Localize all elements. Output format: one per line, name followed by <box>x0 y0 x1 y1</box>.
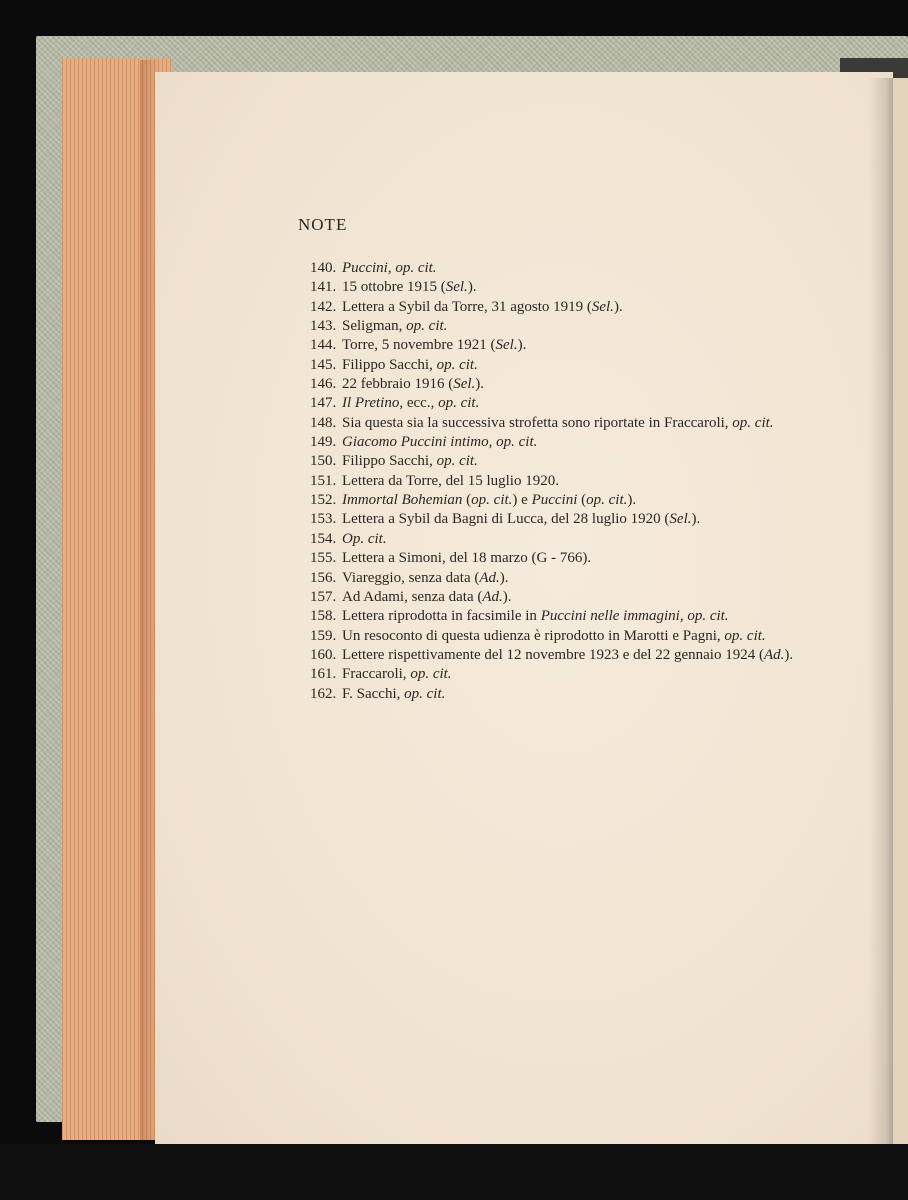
note-text-roman: ). <box>499 569 509 586</box>
note-text-roman: ). <box>502 588 512 605</box>
note-text-roman: ). <box>613 298 623 315</box>
note-number: 155. <box>310 550 337 567</box>
note-text-roman: Lettera a Simoni, del 18 marzo (G - 766). <box>342 550 592 567</box>
note-text-roman: Lettere rispettivamente del 12 novembre 1923 e del 22 gennaio 1924 ( <box>342 646 764 663</box>
note-item <box>310 569 895 588</box>
note-text <box>342 646 793 665</box>
note-text <box>342 433 537 452</box>
note-item <box>310 356 895 375</box>
note-text-italic: Sel. <box>495 337 518 354</box>
note-text-roman: ( <box>462 492 472 509</box>
note-text <box>342 375 484 394</box>
note-text-italic: Sel. <box>591 298 614 315</box>
note-text-italic: op. cit. <box>724 627 766 644</box>
note-text-roman: F. Sacchi, <box>342 685 405 702</box>
note-text <box>342 394 479 413</box>
note-text-italic: Il Pretino <box>342 395 400 412</box>
note-text-roman: Viareggio, senza data ( <box>342 569 480 586</box>
note-text <box>342 278 477 297</box>
note-item <box>310 607 895 626</box>
note-item <box>310 549 895 568</box>
note-text-roman: Lettera a Sybil da Torre, 31 agosto 1919 ( <box>342 298 592 315</box>
note-number: 159. <box>310 627 337 644</box>
note-text <box>342 491 636 510</box>
note-number: 147. <box>310 395 337 412</box>
note-item <box>310 627 895 646</box>
note-text-roman: ). <box>467 279 477 296</box>
note-text-roman: ) e <box>512 492 532 509</box>
note-number: 150. <box>310 453 337 470</box>
note-text-roman: ). <box>627 492 637 509</box>
note-item <box>310 510 895 529</box>
note-item <box>310 646 895 665</box>
note-item <box>310 259 895 278</box>
note-text <box>342 298 623 317</box>
note-text <box>342 530 387 549</box>
page-heading: NOTE <box>298 215 348 234</box>
note-text-roman: , ecc., <box>399 395 439 412</box>
note-text <box>342 472 559 491</box>
note-text-roman: ). <box>691 511 701 528</box>
note-text <box>342 549 591 568</box>
note-text-roman: Filippo Sacchi, <box>342 453 437 470</box>
note-text-italic: op. cit. <box>436 453 478 470</box>
note-number: 162. <box>310 685 337 702</box>
note-text-roman: Seligman, <box>342 318 407 335</box>
note-number: 153. <box>310 511 337 528</box>
note-text <box>342 452 478 471</box>
note-text-italic: Ad. <box>482 588 503 605</box>
note-text-italic: op. cit. <box>586 492 628 509</box>
note-number: 140. <box>310 260 337 276</box>
note-number: 145. <box>310 356 337 373</box>
note-text-roman: Torre, 5 novembre 1921 ( <box>342 337 496 354</box>
note-number: 142. <box>310 298 337 315</box>
note-text-italic: op. cit. <box>732 414 774 431</box>
note-text-italic: Puccini nelle immagini, op. cit. <box>540 608 729 625</box>
note-text-italic: Sel. <box>453 376 476 393</box>
note-number: 151. <box>310 472 337 489</box>
note-number: 148. <box>310 414 337 431</box>
note-text-italic: Sel. <box>445 279 468 296</box>
note-text-roman: Fraccaroli, <box>342 666 411 683</box>
note-item <box>310 394 895 413</box>
note-number: 143. <box>310 318 337 335</box>
note-item <box>310 491 895 510</box>
note-item <box>310 665 895 684</box>
note-text <box>342 569 509 588</box>
note-text-roman: Ad Adami, senza data ( <box>342 588 483 605</box>
note-item <box>310 336 895 355</box>
note-number: 154. <box>310 530 337 547</box>
note-text-italic: Immortal Bohemian <box>342 492 463 509</box>
note-text <box>342 665 452 684</box>
note-text-italic: Puccini <box>531 492 578 509</box>
note-text <box>342 588 512 607</box>
note-text-roman: Un resoconto di questa udienza è riprodotto in Marotti e Pagni, <box>342 627 725 644</box>
note-text-roman: Lettera a Sybil da Bagni di Lucca, del 28 luglio 1920 ( <box>342 511 670 528</box>
note-text-italic: Op. cit. <box>342 530 387 547</box>
note-text-roman: 22 febbraio 1916 ( <box>342 376 454 393</box>
note-text-italic: op. cit. <box>406 318 448 335</box>
note-item <box>310 317 895 336</box>
note-text-italic: Puccini, op. cit. <box>342 260 437 276</box>
note-text <box>342 336 526 355</box>
note-text-roman: Lettera da Torre, del 15 luglio 1920. <box>342 472 559 489</box>
note-text-italic: op. cit. <box>438 395 480 412</box>
note-number: 146. <box>310 376 337 393</box>
note-text <box>342 627 766 646</box>
note-number: 156. <box>310 569 337 586</box>
note-item <box>310 414 895 433</box>
note-number: 161. <box>310 666 337 683</box>
note-number: 141. <box>310 279 337 296</box>
note-text <box>342 607 729 626</box>
note-text-roman: ( <box>577 492 587 509</box>
note-text-italic: Sel. <box>669 511 692 528</box>
note-number: 158. <box>310 608 337 625</box>
notes-list <box>310 259 895 704</box>
note-number: 144. <box>310 337 337 354</box>
note-item <box>310 298 895 317</box>
note-number: 152. <box>310 492 337 509</box>
note-item <box>310 588 895 607</box>
note-text-roman: ). <box>517 337 527 354</box>
note-item <box>310 452 895 471</box>
note-item <box>310 433 895 452</box>
note-item <box>310 530 895 549</box>
note-number: 157. <box>310 588 337 605</box>
note-item <box>310 278 895 297</box>
note-text-italic: op. cit. <box>404 685 446 702</box>
note-text-roman: Filippo Sacchi, <box>342 356 437 373</box>
note-text-roman: ). <box>475 376 485 393</box>
note-text-roman: ). <box>784 646 794 663</box>
note-text-italic: op. cit. <box>410 666 452 683</box>
note-number: 160. <box>310 646 337 663</box>
note-item <box>310 375 895 394</box>
note-text <box>342 259 437 278</box>
note-text <box>342 356 478 375</box>
note-text <box>342 317 447 336</box>
note-item <box>310 472 895 491</box>
note-text-italic: Giacomo Puccini intimo, op. cit. <box>342 434 538 451</box>
note-text-roman: 15 ottobre 1915 ( <box>342 279 446 296</box>
note-text <box>342 685 445 704</box>
note-number: 149. <box>310 434 337 451</box>
note-item <box>310 685 895 704</box>
note-text-italic: op. cit. <box>471 492 513 509</box>
note-text-italic: Ad. <box>479 569 500 586</box>
note-text-italic: op. cit. <box>436 356 478 373</box>
note-text <box>342 510 700 529</box>
note-text-italic: Ad. <box>763 646 785 663</box>
note-text-roman: Lettera riprodotta in facsimile in <box>342 608 541 625</box>
note-text <box>342 414 774 433</box>
note-text-roman: Sia questa sia la successiva strofetta sono riportate in Fraccaroli, <box>342 414 733 431</box>
